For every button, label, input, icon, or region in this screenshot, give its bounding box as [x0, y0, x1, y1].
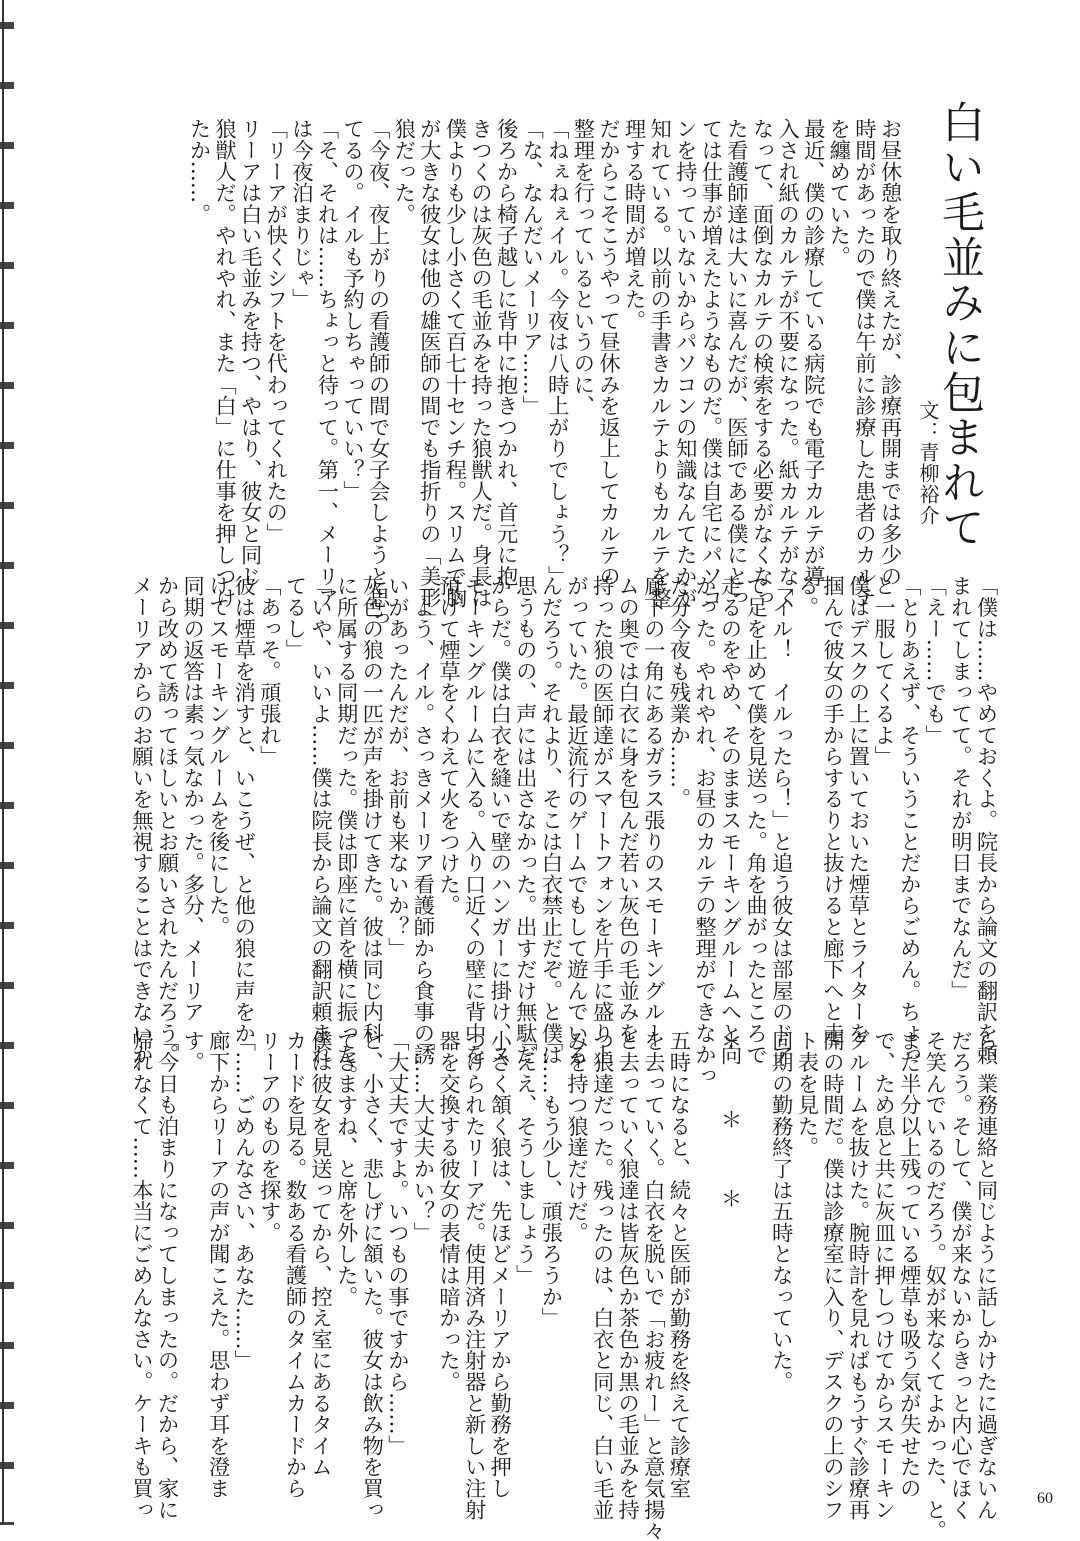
text-line: 僕は彼女を見送ってから、控え室にあるタイム: [307, 1030, 333, 1478]
binding-line: [2, 0, 4, 1525]
text-line: まれてしまってて。それが明日までなんだ」: [947, 575, 973, 1001]
text-line: 「あっそ。頑張れ」: [256, 575, 282, 767]
text-line: きつくのは灰色の毛並みを持った狼獣人だ。身長は: [467, 118, 493, 608]
text-line: 思うものの、声には出さなかった。出すだけ無駄だ: [512, 575, 538, 1065]
text-line: つけられたリーアだ。使用済み注射器と新しい注射: [461, 1030, 487, 1520]
text-line: 「……もう少し、頑張ろうか」: [537, 1030, 563, 1329]
text-line: 「僕は……やめておくよ。院長から論文の翻訳を頼: [973, 575, 998, 1065]
text-line: からだ。僕は白衣を縫いで壁のハンガーに掛け、ス: [486, 575, 512, 1065]
text-line: てきますね、と席を外した。: [333, 1030, 359, 1307]
text-line: [691, 1030, 717, 1541]
text-line: 五時になると、続々と医師が勤務を終えて診療室: [665, 1030, 691, 1499]
text-line: 「……大丈夫かい？」: [409, 1030, 435, 1243]
text-line: グルームを抜けた。腕時計を見ればもうすぐ診療再: [845, 1030, 871, 1520]
text-line: 「な、なんだいメーリア……」: [518, 118, 544, 417]
text-line: 整理を行っているというのに、: [569, 118, 595, 417]
text-line: 「ええ、そうしましょう」: [512, 1030, 538, 1286]
text-line: 廊下からリーアの声が聞こえた。思わず耳を澄ま: [205, 1030, 231, 1499]
text-line: がっていた。最近流行のゲームでもして遊んでいる: [563, 575, 589, 1065]
text-line: た分今夜も残業か……。: [665, 575, 691, 810]
text-line: てるの。イルも予約しちゃっていい？」: [339, 118, 365, 502]
text-line: 狼だった。: [390, 118, 416, 225]
text-line: で、ため息と共に灰皿に押しつけてからスモーキン: [870, 1030, 896, 1520]
text-line: 知れている。以前の手書きカルテよりもカルテを整: [646, 118, 672, 608]
text-line: 「ねぇねぇイル。今夜は八時上がりでしょう？」: [544, 118, 570, 587]
text-line: 「今夜、夜上がりの看護師の間で女子会しようと思っ: [365, 118, 391, 630]
article-title: 白い毛並みに包まれて: [935, 100, 985, 550]
text-line: す。: [179, 1030, 205, 1073]
text-line: る。: [793, 575, 819, 618]
article-byline: 文：青柳裕介: [916, 400, 940, 526]
text-line: ンを持っていないからパソコンの知識なんてたかが: [672, 118, 698, 608]
text-line: メーリアからのお願いを無視することはできないか: [128, 575, 154, 1065]
text-line: で足を止めて僕を見送った。角を曲がったところで: [742, 575, 768, 1065]
text-line: モーキングルームに入る。入り口近くの壁に背中を: [461, 575, 487, 1065]
text-line: は今夜泊まりじゃ」: [288, 118, 314, 310]
page-number: 60: [1037, 1490, 1053, 1507]
text-line: 開の時間だ。僕は診療室に入り、デスクの上のシフ: [819, 1030, 845, 1520]
text-line: に所属する同期だった。僕は即座に首を横に振った。: [333, 575, 359, 1087]
text-line: んだろう。それより、そこは白衣禁止だぞ。と僕は: [537, 575, 563, 1065]
text-line: 彼は煙草を消すと、いこうぜ、と他の狼に声をか: [230, 575, 256, 1044]
text-line: 灰色の狼の一匹が声を掛けてきた。彼は同じ内科: [358, 575, 384, 1044]
lower-text-column: [128, 1030, 998, 1541]
text-line: と去っていく狼達は皆灰色か茶色か黒の毛並みを持: [614, 1030, 640, 1520]
text-line: ムの奥では白衣に身を包んだ若い灰色の毛並みを: [614, 575, 640, 1044]
text-line: 僕よりも少し小さくて百七十センチ程。スリムで胸: [441, 118, 467, 608]
text-line: [742, 1030, 768, 1541]
text-line: ては仕事が増えたようなものだ。僕は自宅にパソコ: [697, 118, 723, 608]
text-line: と、小さく、悲しげに頷いた。彼女は飲み物を買っ: [358, 1030, 384, 1520]
text-line: みを持つ狼達だけだ。: [563, 1030, 589, 1243]
text-line: 同期の勤務終了は五時となっていた。: [768, 1030, 794, 1393]
text-line: 同期の返答は素っ気なかった。多分、メーリア: [179, 575, 205, 1023]
text-line: リーアのものを探す。: [256, 1030, 282, 1243]
text-line: てるし」: [281, 575, 307, 661]
text-line: を纏めていた。: [825, 118, 851, 268]
text-line: 掴んで彼女の手からするりと抜けると廊下へと走: [819, 575, 845, 1044]
text-line: 帰れなくて……本当にごめんなさい。ケーキも買っ: [128, 1030, 154, 1520]
text-line: 「リーアが快くシフトを代わってくれたの」: [262, 118, 288, 544]
text-line: ら、業務連絡と同じように話しかけたに過ぎないん: [973, 1030, 998, 1520]
text-line: リーアは白い毛並みを持つ、やはり、彼女と同じ: [237, 118, 263, 587]
text-line: 最近、僕の診療している病院でも電子カルテが導: [800, 118, 826, 587]
text-line: 「よう、イル。さっきメーリア看護師から食事の誘: [409, 575, 435, 1065]
text-line: 「……ごめんなさい、あなた……」: [230, 1030, 256, 1371]
middle-text-column: [128, 575, 998, 1086]
text-line: かった。やれやれ、お昼のカルテの整理ができなかっ: [691, 575, 717, 1087]
text-line: 時間があったので僕は午前に診療した患者のカルテ: [851, 118, 877, 608]
text-line: 廊下の一角にあるガラス張りのスモーキングルー: [640, 575, 666, 1044]
text-line: 「今日も泊まりになってしまったの。だから、家に: [154, 1030, 179, 1520]
text-line: けてスモーキングルームを後にした。: [205, 575, 231, 938]
text-line: 「えー……でも」: [921, 575, 947, 746]
text-line: 「いや、いいよ……僕は院長から論文の翻訳頼まれ: [307, 575, 333, 1065]
text-line: 走るのをやめ、そのままスモーキングルームへと向: [717, 575, 743, 1065]
text-line: 小さく頷く狼は、先ほどメーリアから勤務を押し: [486, 1030, 512, 1499]
text-line: 「大丈夫ですよ。いつもの事ですから……」: [384, 1030, 410, 1456]
text-line: つ狼達だった。残ったのは、白衣と同じ、白い毛並: [589, 1030, 615, 1520]
text-line: を去っていく。白衣を脱いで「お疲れー」と意気揚々: [640, 1030, 666, 1541]
text-line: から改めて誘ってほしいとお願いされたんだろう。: [154, 575, 179, 1065]
text-line: 後ろから椅子越しに背中に抱きつかれ、首元に抱: [493, 118, 519, 587]
text-line: と一服してくるよ」: [870, 575, 896, 767]
text-line: 僕はデスクの上に置いておいた煙草とライターを: [845, 575, 871, 1044]
upper-text-column: [185, 118, 902, 629]
text-line: 狼獣人だ。やれやれ、また「白」に仕事を押しつけ: [211, 118, 237, 608]
text-line: が大きな彼女は他の雄医師の間でも指折りの「美形」: [416, 118, 442, 630]
text-line: まだ半分以上残っている煙草も吸う気が失せたの: [896, 1030, 922, 1499]
text-line: なって、面倒なカルテの検索をする必要がなくなっ: [749, 118, 775, 608]
text-line: 「とりあえず、そういうことだからごめん。ちょっ: [896, 575, 922, 1065]
text-line: 預けて煙草をくわえて火をつけた。: [435, 575, 461, 916]
text-line: たか……。: [185, 118, 211, 225]
text-line: いがあったんだが、お前も来ないか？」: [384, 575, 410, 959]
text-line: 入され紙のカルテが不要になった。紙カルテがなく: [774, 118, 800, 608]
text-line: だからこそこうやって昼休みを返上してカルテの: [595, 118, 621, 587]
text-line: ト表を見た。: [793, 1030, 819, 1158]
text-line: ＊ ＊ ＊: [717, 1030, 743, 1227]
text-line: 「そ、それは……ちょっと待って。第一、メーリア: [313, 118, 339, 608]
text-line: 理する時間が増えた。: [621, 118, 647, 331]
text-line: 器を交換する彼女の表情は暗かった。: [435, 1030, 461, 1393]
text-line: お昼休憩を取り終えたが、診療再開までは多少の: [877, 118, 902, 587]
text-line: そ笑んでいるのだろう。奴が来なくてよかった、と。: [921, 1030, 947, 1541]
text-line: た看護師達は大いに喜んだが、医師である僕にとっ: [723, 118, 749, 608]
text-line: 持った狼の医師達がスマートフォンを片手に盛り上: [589, 575, 615, 1065]
text-line: 「イル！ イルったら！」と追う彼女は部屋のドア: [768, 575, 794, 1065]
text-line: だろう。そして、僕が来ないからきっと内心でほく: [947, 1030, 973, 1520]
text-line: カードを見る。数ある看護師のタイムカードから: [281, 1030, 307, 1499]
